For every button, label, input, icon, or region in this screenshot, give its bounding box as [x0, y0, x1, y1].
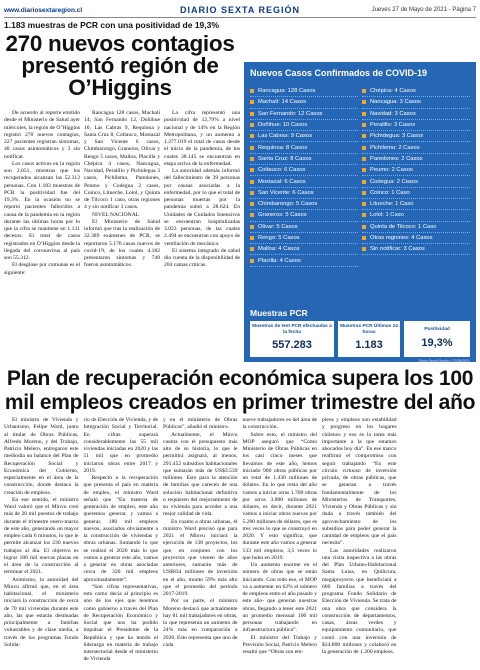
commune-case-text: Pichilemu: 2 Casos	[370, 144, 420, 151]
paragraph: y en el ministerio de Obras Públicas”, añadió el ministro.	[163, 417, 238, 431]
paragraph: En ese sentido, el ministro Ward valoró que el Minvu creó más de 20 mil puestos de trabajo durante el trimestre enero-marzo de este año, generando un mayor empleo cada 6 minutos, lo que le permite alcanzar los 230 nuevos trabajos al día. El objetivo es lograr 180 mil nuevas plazas en el área de la construcción al terminar el 2021.	[4, 496, 79, 576]
commune-case-item	[250, 210, 358, 221]
paragraph: Sobre esto, el ministro del MOP aseguró que “Como Ministerio de Obras Públicas en los casi cinco meses que llevamos de este año, hemos iniciado 900 obras públicas por un total de 1.430 millones de dólares. En lo que resta del año vamos a iniciar otras 1.700 obras por otros 3.800 millones de dólares, es decir, durante 2021 vamos a iniciar obras nuevas por 5.200 millones de dólares, que es tres veces lo que se construyó en 2020. Y esto significa, que durante este año vamos a generar 133 mil empleos, 3,5 veces lo que hubo en 2019.	[242, 431, 317, 561]
commune-case-item	[362, 97, 470, 108]
article2-body	[4, 417, 476, 667]
commune-case-item	[362, 233, 470, 244]
commune-case-text: Coinco: 1 Caso	[370, 189, 410, 196]
bullet-icon	[362, 180, 366, 184]
bullet-icon	[362, 236, 366, 240]
positivity-card	[404, 321, 470, 357]
paragraph: rio de Elección de Vivienda, y de Integración Social y Territorial. En cifras superará considerablemente las 55 mil viviendas iniciadas en 2020 y las 51 mil que en promedio iniciaron obras entre 2017 y 2019.	[83, 417, 158, 474]
site-url[interactable]: www.diariosextaregion.cl	[4, 6, 83, 14]
paragraph: Rancagua 128 casos, Machalí 14, San Fernando 12, Doñihue 10, Las Cabras 9, Requinoa y Santa Cruz 8, Coltauco, Mostazal y San Vicente 6 casos, Chimbarongo, Graneros, Olivar y Rengo 5 casos, Malloa, Placilla y Chépica 4 casos, Nancagua, Navidad, Peralillo y Pichidegua 3 casos, Pichilemu, Paredones, Peumo y Codegua 2 casos, Coinco, Litueche, Lolol, y Quinta de Tilcoco 1 caso, otras regiones 4 y sin notificar 3 casos.	[84, 110, 160, 211]
commune-case-text: Mostazal: 6 Casos	[258, 178, 306, 185]
article2-col-3	[163, 417, 238, 667]
bullet-icon	[250, 191, 254, 195]
pcr-24h-card	[338, 321, 400, 357]
page-header	[4, 3, 476, 18]
commune-case-text: Olivar: 5 Casos	[258, 223, 298, 230]
commune-case-text: Quinta de Tilcoco: 1 Caso	[370, 223, 437, 230]
bullet-icon	[250, 112, 254, 116]
commune-case-text: Litueche: 1 Caso	[370, 201, 414, 208]
commune-case-text: Doñihue: 10 Casos	[258, 122, 308, 129]
commune-case-text: Chépica: 4 Casos	[370, 88, 416, 95]
commune-case-text: Rengo: 5 Casos	[258, 235, 300, 241]
bullet-icon	[250, 180, 254, 184]
bullet-icon	[362, 202, 366, 206]
commune-case-item	[362, 142, 470, 153]
paragraph: Por su parte, el ministro Moreno destacó que actualmente hay 81 mil trabajadores en obras, lo que representa un aumento de 24% más en comparación a 2020. Esto representa que uno de cada	[163, 598, 238, 648]
commune-list-left	[250, 86, 358, 267]
paragraph: El Ministerio de Salud informó que tras la realización de 32.389 exámenes de PCR, se reportaron 5.176 casos nuevos de covid-19, de los cuales 4.182 presentaron síntomas y 748 fueron asintomáticos.	[84, 218, 160, 269]
commune-case-text: Peumo: 2 Casos	[370, 167, 413, 174]
article2-col-4	[243, 417, 318, 667]
commune-case-item	[250, 255, 358, 266]
paragraph: La autoridad además informó del fallecimiento de 39 personas por causas asociadas a la enfermedad, por lo que el total de personas muertas por la pandemia subió a 28.624. En Unidades de Cuidados Intensivos se encuentran hospitalizadas 3.023 personas, de las cuales 2.494 se encuentran con apoyo de ventilación de mecánica.	[164, 168, 240, 247]
infobox-credit: Diario Sexta Región | 27/05/2021	[418, 359, 470, 363]
bullet-icon	[362, 134, 366, 138]
commune-case-item	[250, 176, 358, 187]
article2-col-1	[4, 417, 79, 667]
article1-headline: 270 nuevos contagios presentó región de O’Higgins	[5, 31, 235, 100]
commune-case-text: San Fernando: 12 Casos	[258, 110, 323, 117]
article1-kicker: 1.183 muestras de PCR con una positividad de 19,3%	[4, 20, 219, 30]
commune-case-item	[362, 222, 470, 233]
pcr-24h-label: Muestras PCR Últimas 24 horas	[340, 324, 398, 335]
commune-case-text: Paredones: 2 Casos	[370, 155, 423, 162]
commune-case-text: Placilla: 4 Casos	[258, 257, 301, 264]
commune-case-item	[250, 244, 358, 255]
commune-case-text: Graneros: 5 Casos	[258, 212, 307, 219]
paragraph: Las autoridades realizaron una visita inspectiva a las obras del Plan Urbano-Habitacional Santa Luisa, en Quilicura, megaproyecto que beneficiará a 600 familias a través del programa Fondo Solidario de Elección de Vivienda. Se trata de una obra que considera la construcción de departamentos, casas, áreas verdes y equipamiento comunitario, que contó con una inversión de $34.800 millones y colaboró en la generación de 1.200 empleos.	[322, 547, 397, 655]
bullet-icon	[250, 202, 254, 206]
commune-case-item	[362, 165, 470, 176]
commune-case-item	[362, 86, 470, 97]
commune-case-item	[362, 210, 470, 221]
commune-case-item	[362, 109, 470, 120]
bullet-icon	[250, 225, 254, 229]
commune-case-item	[362, 188, 470, 199]
paragraph: “Son cifras representativas, esto como decía al principio es uno de los ejes que tenemos como gobierno a través del Plan de Recuperación Económico y Social que nos ha podido impulsar el Presidente de la República y que ha tenido el liderazgo en materia de trabajo intersectorial desde el ministerio de Vivienda	[83, 583, 158, 663]
commune-case-text: Sin notificar: 3 Casos	[370, 246, 425, 253]
section-title: DIARIO SEXTA REGIÓN	[179, 5, 300, 15]
commune-case-text: Malloa: 4 Casos	[258, 246, 300, 253]
paragraph: El ministro de Vivienda y Urbanismo, Felipe Ward, junto al titular de Obras Públicas, Alfredo Moreno, y del Trabajo, Patricio Melero, entregaron este mediodía un balance del Plan de Recuperación Social y Económica del Gobierno, especialmente en el área de la construcción, donde destaca la creación de empleos.	[4, 417, 79, 496]
commune-case-item	[250, 154, 358, 165]
covid-cases-infobox	[244, 62, 476, 362]
article1-body	[4, 110, 240, 362]
commune-case-item	[250, 188, 358, 199]
bullet-icon	[250, 134, 254, 138]
commune-case-text: Pichidegua: 3 Casos	[370, 133, 424, 140]
bullet-icon	[362, 225, 366, 229]
bullet-icon	[362, 112, 366, 116]
infobox-title: Nuevos Casos Confirmados de COVID-19	[250, 68, 428, 78]
commune-case-list	[250, 86, 470, 267]
commune-case-text: Peralillo: 3 Casos	[370, 122, 416, 129]
commune-case-item	[250, 109, 358, 120]
bullet-icon	[250, 213, 254, 217]
commune-case-item	[250, 165, 358, 176]
commune-case-text: Rancagua: 128 Casos	[258, 88, 316, 95]
paragraph: nueve trabajadores es del área de la construcción.	[242, 417, 317, 431]
pcr-total-value: 557.283	[272, 339, 312, 351]
paragraph: En cuanto a obras urbanas, el ministro Ward precisó que para 2021 el Minvu iniciará la ejecución de 138 proyectos, los que, en conjunto con los proyectos que vienen de años anteriores, sumarán más de US$834 millones de inversión en el año, monto 59% más alto que el promedio del período 2017-2019.	[163, 518, 238, 597]
commune-case-text: San Vicente: 6 Casos	[258, 189, 314, 196]
commune-case-item	[362, 154, 470, 165]
commune-case-item	[250, 222, 358, 233]
commune-case-item	[250, 86, 358, 97]
article2-headline: Plan de recuperación económica supera los 100 mil empleos creados en primer trimestre del año	[4, 367, 476, 414]
commune-case-item	[250, 233, 358, 244]
commune-case-item	[362, 244, 470, 255]
bullet-icon	[250, 100, 254, 104]
commune-case-item	[250, 199, 358, 210]
paragraph: El sistema integrado de salud dio cuenta de la disponibilidad de 204 camas críticas.	[164, 247, 240, 269]
commune-case-item	[250, 131, 358, 142]
commune-case-text: Nancagua: 3 Casos	[370, 99, 421, 106]
bullet-icon	[250, 236, 254, 240]
paragraph: De acuerdo al reporte emitido desde el Ministerio de Salud ayer miércoles, la región de O’Higgins registró 270 nuevos contagios, 227 pacientes registran síntomas, 40 casos asintomáticos y 3 sin notificar.	[4, 110, 80, 160]
bullet-icon	[250, 157, 254, 161]
article2-col-2	[84, 417, 159, 667]
positivity-label: Positividad	[424, 327, 450, 332]
paragraph: Respecto a la recuperación que presenta el país en materia de empleo, el ministro Ward señaló que “En materia de generación de empleo, este año queremos generar, y vamos a generar, 180 mil empleos nuevos, asociados obviamente a la construcción de viviendas y obras urbanas. Sumando lo que se realizó el 2020 más lo que vamos a generar este año, vamos a generar en obras asociadas cerca de 320 mil empleos aproximadamente”.	[83, 475, 158, 583]
article2-col-5	[322, 417, 397, 667]
bullet-icon	[362, 146, 366, 150]
commune-case-item	[362, 120, 470, 131]
paragraph: Asimismo, la autoridad del Minvu afirmó que, en el área habitacional, el ministerio iniciará la construcción de cerca de 70 mil viviendas durante este año, las que estarán destinadas principalmente a familias vulnerables y de clase media, a través de los programas Fondo Solida-	[4, 576, 79, 648]
commune-case-text: Santa Cruz: 8 Casos	[258, 155, 312, 162]
bullet-icon	[362, 168, 366, 172]
commune-case-text: Otras regiones: 4 Casos	[370, 235, 433, 241]
commune-case-text: Las Cabras: 9 Casos	[258, 133, 313, 140]
paragraph: El ministro del Trabajo y Previsión Social, Patricio Melero resaltó que “Obras son em-	[242, 634, 317, 655]
commune-case-text: Requinoa: 8 Casos	[258, 144, 308, 151]
bullet-icon	[362, 191, 366, 195]
paragraph: La cifra representó una positividad de 12,79% a nivel nacional y de 14% en la Región Metropolitana, y un aumento a 1.277.019 el total de casos desde el inicio de la pandemia, de los cuales 38.145 se encuentran en etapa activa de la enfermedad.	[164, 110, 240, 167]
commune-case-text: Codegua: 2 Casos	[370, 178, 419, 185]
commune-case-text: Coltauco: 6 Casos	[258, 167, 306, 174]
bullet-icon	[362, 213, 366, 217]
commune-case-item	[250, 120, 358, 131]
paragraph: Un aumento enorme en el número de obras que se están iniciando. Con todo eso, el MOP va a aumentar en 62% el número de empleos entre el año pasado y este año- que generan nuestras obras, llegando a tener este 2021 un promedio mensual 100 mil personas trabajando en infraestructura pública”.	[242, 562, 317, 634]
bullet-icon	[250, 168, 254, 172]
bullet-icon	[362, 123, 366, 127]
bullet-icon	[362, 89, 366, 93]
commune-case-text: Chimbarongo: 5 Casos	[258, 201, 318, 208]
pcr-24h-value: 1.183	[355, 339, 383, 351]
bullet-icon	[362, 157, 366, 161]
bullet-icon	[250, 247, 254, 251]
commune-case-item	[362, 199, 470, 210]
paragraph: Los casos activos en la región son 2.051, mientras que los recuperados alcanzan las 52.312 personas. Con 1.183 muestras de PCR la positividad fue del 19,3%. En la ocasión no se reportó pacientes fallecidos a causa de la pandemia en la región durante las últimas horas por lo que la cifra se mantiene en 1.131 decesos. El total de casos registrados en O’Higgins desde la llegada del coronavirus al país son 55.312.	[4, 160, 80, 261]
commune-case-item	[362, 131, 470, 142]
bullet-icon	[250, 259, 254, 263]
paragraph: El desglose por comunas es el siguiente:	[4, 262, 80, 276]
commune-case-text: Lolol: 1 Caso	[370, 212, 404, 219]
bullet-icon	[362, 247, 366, 251]
pcr-total-card	[250, 321, 334, 357]
commune-case-text: Machalí: 14 Casos	[258, 99, 307, 106]
positivity-value: 19,3%	[421, 336, 453, 349]
commune-list-right	[362, 86, 470, 267]
pcr-section-title: Muestras PCR	[250, 308, 308, 318]
article1-col-2	[84, 110, 160, 362]
subheading: NIVEL NACIONAL	[92, 211, 140, 218]
article1-col-1	[4, 110, 80, 362]
bullet-icon	[362, 100, 366, 104]
page-date: Jueves 27 de Mayo de 2021 - Página 7	[371, 7, 476, 13]
paragraph: Actualmente, el Minvu cuenta con el presupuesto más alto de su historia, lo que le permitirá asignará, al menos, 291.452 subsidios habitacionales que sumarán más de US$3.539 millones. Esto para la atención de familias que carecen de una solución habitacional definitiva o requieren del mejoramiento de su vivienda para acceder a una mejor calidad de vida.	[163, 431, 238, 518]
bullet-icon	[250, 146, 254, 150]
article1-col-3	[164, 110, 240, 362]
pcr-total-label: Muestras de test PCR efectuadas a la fecha	[252, 324, 332, 335]
bullet-icon	[250, 89, 254, 93]
bullet-icon	[250, 123, 254, 127]
commune-case-item	[250, 97, 358, 108]
paragraph: pleos y empleos son estabilidad y progreso en los hogares chilenos y eso es la tarea más importante a la que estamos abocados hoy día”. En ese marco reafirmó el compromiso con seguir trabajando “En este círculo virtuoso de inversión privada, de obras públicas, que se generan a través fundamentalmente de los Ministerios de Transportes, Vivienda y Obras Públicas y sin duda a través también del aprovechamiento de los subsidios para poder generar la cantidad de empleos que el país necesita”.	[322, 417, 397, 547]
commune-case-item	[362, 176, 470, 187]
commune-case-item	[250, 142, 358, 153]
commune-case-text: Navidad: 3 Casos	[370, 110, 416, 117]
